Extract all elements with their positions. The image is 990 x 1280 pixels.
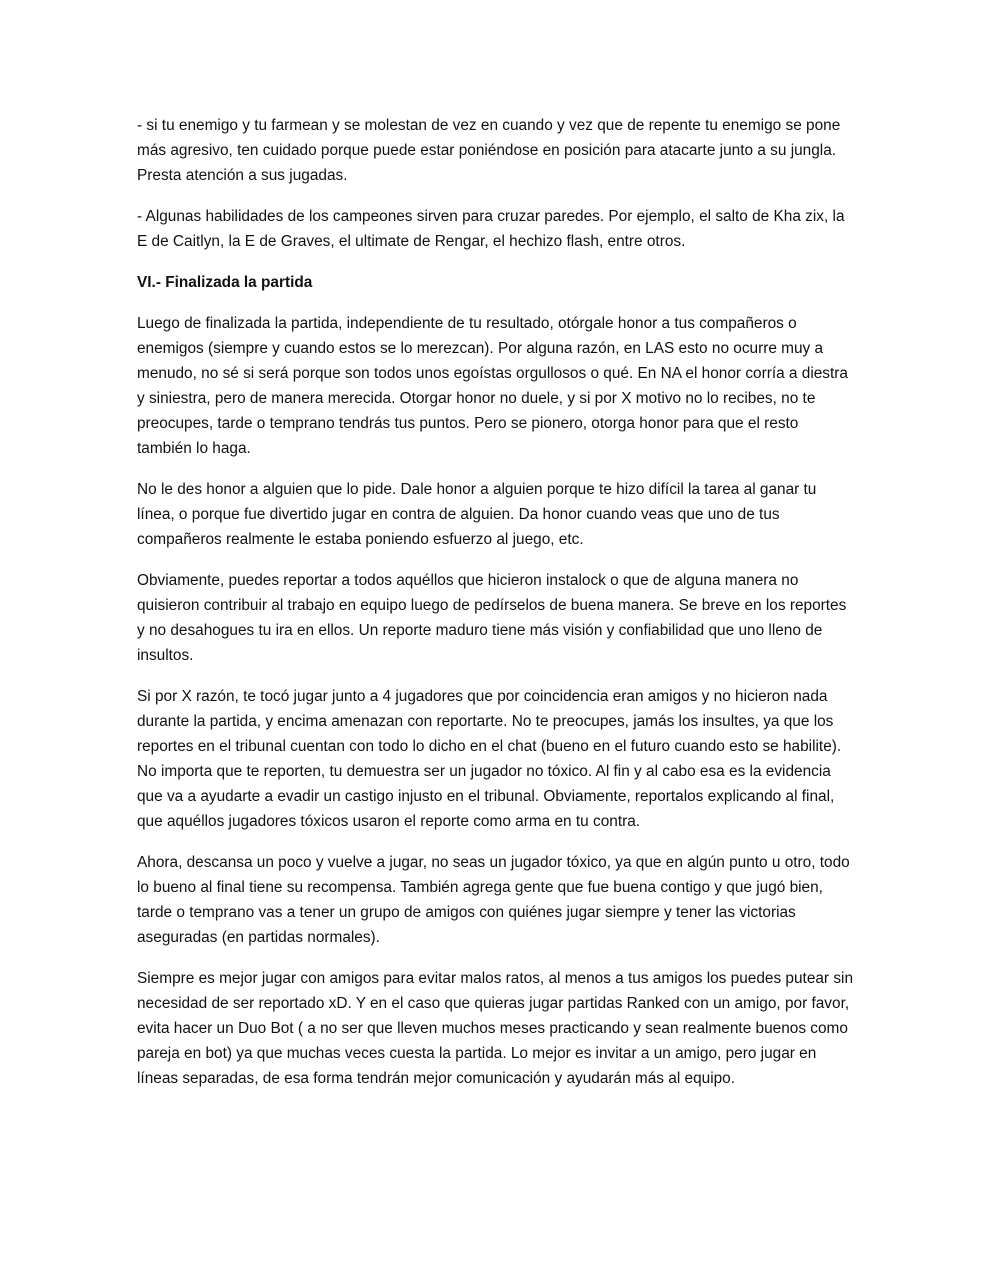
- paragraph-honor: Luego de finalizada la partida, independiente de tu resultado, otórgale honor a tus compañeros o enemigos (siempre y cuando estos se lo merezcan). Por alguna razón, en LAS esto no ocurre muy a menudo, no sé si será porque son todos unos egoístas orgullosos o qué. En NA el honor corría a diestra y siniestra, pero de manera merecida. Otorgar honor no duele, y si por X motivo no lo recibes, no te preocupes, tarde o temprano tendrás tus puntos. Pero se pionero, otorga honor para que el resto también lo haga.: [137, 315, 848, 457]
- paragraph-play-with-friends: Siempre es mejor jugar con amigos para evitar malos ratos, al menos a tus amigos los puedes putear sin necesidad de ser reportado xD. Y en el caso que quieras jugar partidas Ranked con un amigo, por favor, evita hacer un Duo Bot ( a no ser que lleven muchos meses practicando y sean realmente buenos como pareja en bot) ya que muchas veces cuesta la partida. Lo mejor es invitar a un amigo, pero jugar en líneas separadas, de esa forma tendrán mejor comunicación y ayudarán más al equipo.: [137, 970, 854, 1087]
- paragraph-enemy-aggression: - si tu enemigo y tu farmean y se molestan de vez en cuando y vez que de repente tu enemigo se pone más agresivo, ten cuidado porque puede estar poniéndose en posición para atacarte junto a su jungla. Presta atención a sus jugadas.: [137, 117, 841, 184]
- paragraph-honor-advice: No le des honor a alguien que lo pide. Dale honor a alguien porque te hizo difícil la tarea al ganar tu línea, o porque fue divertido jugar en contra de alguien. Da honor cuando veas que uno de tus compañeros realmente le estaba poniendo esfuerzo al juego, etc.: [137, 481, 817, 548]
- paragraph-reporting: Obviamente, puedes reportar a todos aquéllos que hicieron instalock o que de alguna manera no quisieron contribuir al trabajo en equipo luego de pedírselos de buena manera. Se breve en los reportes y no desahogues tu ira en ellos. Un reporte maduro tiene más visión y confiabilidad que uno lleno de insultos.: [137, 572, 847, 664]
- paragraph-wall-abilities: - Algunas habilidades de los campeones sirven para cruzar paredes. Por ejemplo, el salto de Kha zix, la E de Caitlyn, la E de Graves, el ultimate de Rengar, el hechizo flash, entre otros.: [137, 208, 845, 250]
- document-page: [137, 113, 853, 1107]
- paragraph-toxic-players: Si por X razón, te tocó jugar junto a 4 jugadores que por coincidencia eran amigos y no hicieron nada durante la partida, y encima amenazan con reportarte. No te preocupes, jamás los insultes, ya que los reportes en el tribunal cuentan con todo lo dicho en el chat (bueno en el futuro cuando esto se habilite). No importa que te reporten, tu demuestra ser un jugador no tóxico. Al fin y al cabo esa es la evidencia que va a ayudarte a evadir un castigo injusto en el tribunal. Obviamente, reportalos explicando al final, que aquéllos jugadores tóxicos usaron el reporte como arma en tu contra.: [137, 688, 842, 830]
- paragraph-rest: Ahora, descansa un poco y vuelve a jugar, no seas un jugador tóxico, ya que en algún punto u otro, todo lo bueno al final tiene su recompensa. También agrega gente que fue buena contigo y que jugó bien, tarde o temprano vas a tener un grupo de amigos con quiénes jugar siempre y tener las victorias aseguradas (en partidas normales).: [137, 854, 850, 946]
- section-heading: VI.- Finalizada la partida: [137, 274, 313, 291]
